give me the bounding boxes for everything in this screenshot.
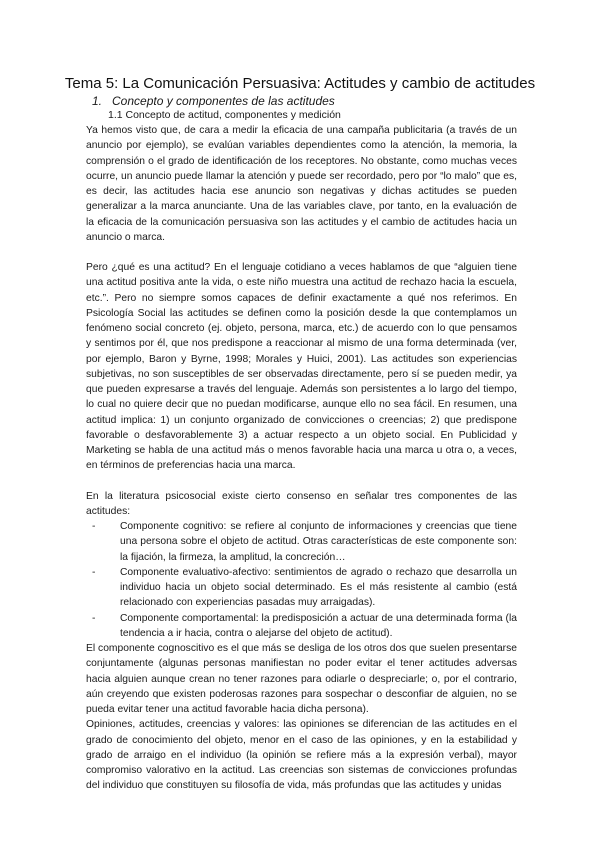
bullet-dash: - <box>92 612 96 624</box>
paragraph-intro: Ya hemos visto que, de cara a medir la eficacia de una campaña publicitaria (a través de un anuncio por ejemplo), se evalúan variables dependientes como la atención, la memoria, la comprensión o el grado de identificación de los receptores. No obstante, como muchas veces ocurre, un anuncio puede llamar la atención y puede ser recordado, pero por “lo malo” que es, es decir, las actitudes hacia ese anuncio son negativas y dichas actitudes se pueden generalizar a la marca anunciante. Una de las variables clave, por tanto, en la evaluación de la eficacia de la comunicación persuasiva son las actitudes y el cambio de actitudes hacia un anuncio o marca. <box>86 125 517 243</box>
list-item <box>86 611 517 642</box>
paragraph-definition: Pero ¿qué es una actitud? En el lenguaje cotidiano a veces hablamos de que “alguien tiene una actitud positiva ante la vida, o este niño muestra una actitud de rechazo hacia la escuela, etc.”. Pero no siempre somos capaces de definir exactamente a qué nos referimos. En Psicología Social las actitudes se definen como la posición desde la que contemplamos un fenómeno social concreto (ej. objeto, persona, marca, etc.) de acuerdo con lo que pensamos y sentimos por él, que nos predispone a reaccionar al mismo de una forma determinada (ver, por ejemplo, Baron y Byrne, 1998; Morales y Huici, 2001). Las actitudes son experiencias subjetivas, no son susceptibles de ser observadas directamente, pero sí se pueden medir, ya que pueden expresarse a través del lenguaje. Además son persistentes a lo largo del tiempo, lo cual no quiere decir que no puedan modificarse, aunque ello no sea fácil. En resumen, una actitud implica: 1) un conjunto organizado de convicciones o creencias; 2) que predispone favorable o desfavorablemente 3) a actuar respecto a un objeto social. En Publicidad y Marketing se habla de una actitud más o menos favorable hacia una marca u otra o, a veces, en términos de preferencias hacia una marca. <box>86 262 517 472</box>
subsection-heading: 1.1 Concepto de actitud, componentes y medición <box>108 109 341 121</box>
paragraph-components-intro: En la literatura psicosocial existe cierto consenso en señalar tres componentes de las actitudes: <box>86 490 517 517</box>
list-item-text: Componente evaluativo-afectivo: sentimientos de agrado o rechazo que desarrolla un individuo hacia un objeto social determinado. Es el más resistente al cambio (está relacionado con experiencias pasadas muy arraigadas). <box>120 566 517 609</box>
section-heading <box>92 94 335 108</box>
list-item-text: Componente comportamental: la predisposición a actuar de una determinada forma (la tendencia a ir hacia, contra o alejarse del objeto de actitud). <box>120 612 517 639</box>
bullet-dash: - <box>92 521 96 532</box>
components-list <box>86 519 517 641</box>
paragraph-cognitive: El componente cognoscitivo es el que más se desliga de los otros dos que suelen presentarse conjuntamente (algunas personas manifiestan no poder evitar el tener actitudes adversas hacia alguien aunque crean no tener razones para odiarle o despreciarle; o, por el contrario, aún creyendo que existen poderosas razones para sospechar o desconfiar de alguien, no se pueda evitar tener una actitud favorable hacia dicha persona). <box>86 643 517 715</box>
section-number: 1. <box>92 94 103 108</box>
list-item <box>86 519 517 565</box>
list-item <box>86 565 517 611</box>
document-body <box>86 123 517 794</box>
paragraph-opinions: Opiniones, actitudes, creencias y valores: las opiniones se diferencian de las actitudes en el grado de conocimiento del objeto, menor en el caso de las opiniones, y en la estabilidad y grado de arraigo en el individuo (la opinión se refiere más a la expresión verbal), mayor compromiso valorativo en la actitud. Las creencias son sistemas de convicciones profundas del individuo que constituyen su filosofía de vida, más profundas que las actitudes y unidas <box>86 719 517 792</box>
list-item-text: Componente cognitivo: se refiere al conjunto de informaciones y creencias que tiene una persona sobre el objeto de actitud. Otras características de este componente son: la fijación, la firmeza, la amplitud, la concreción… <box>120 521 517 563</box>
document-title: Tema 5: La Comunicación Persuasiva: Actitudes y cambio de actitudes <box>64 75 536 92</box>
bullet-dash: - <box>92 566 96 578</box>
section-title: Concepto y componentes de las actitudes <box>112 94 335 108</box>
